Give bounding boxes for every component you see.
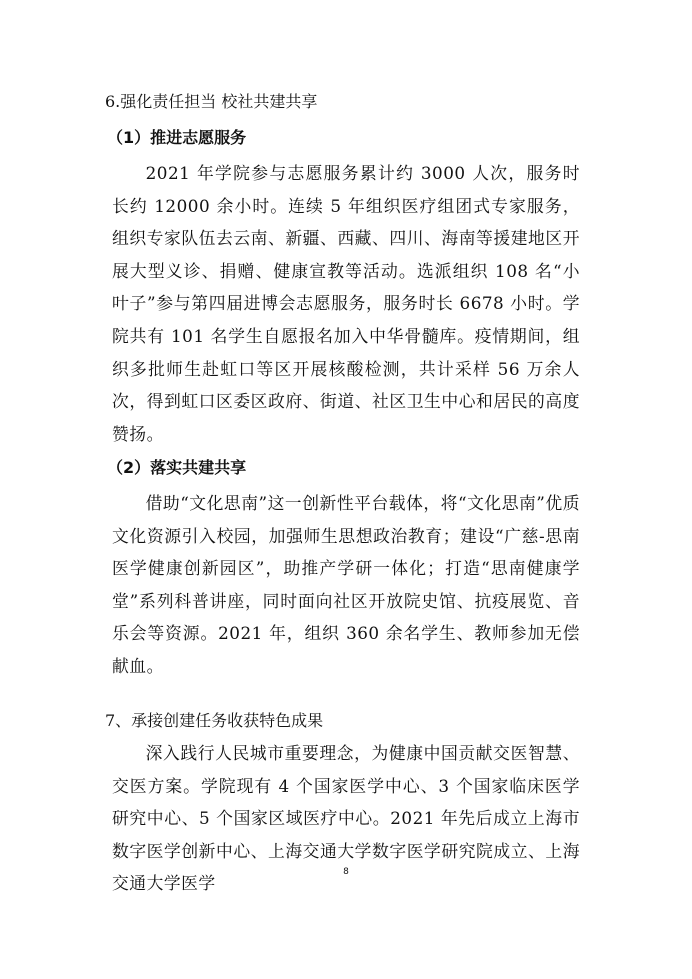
page-number: 8	[343, 867, 349, 877]
section-6-1-paragraph: 2021 年学院参与志愿服务累计约 3000 人次，服务时长约 12000 余小时。连续 5 年组织医疗组团式专家服务，组织专家队伍去云南、新疆、西藏、四川、海南等援建地区开展大型义诊、捐赠、健康宣教等活动。选派组织 108 名“小叶子”参与第四届进博会志愿服务，服务时长 6678 小时。学院共有 101 名学生自愿报名加入中华骨髓库。疫情期间，组织多批师生赴虹口等区开展核酸检测，共计采样 56 万余人次，得到虹口区委区政府、街道、社区卫生中心和居民的高度赞扬。	[112, 163, 580, 444]
section-6-2-heading: （2）落实共建共享	[107, 458, 247, 477]
section-6-heading: 6.强化责任担当 校社共建共享	[105, 92, 318, 111]
section-6-2-paragraph: 借助“文化思南”这一创新性平台载体，将“文化思南”优质文化资源引入校园，加强师生思想政治教育；建设“广慈-思南医学健康创新园区”，助推产学研一体化；打造“思南健康学堂”系列科普讲座，同时面向社区开放院史馆、抗疫展览、音乐会等资源。2021 年，组织 360 余名学生、教师参加无偿献血。	[112, 493, 580, 676]
section-7-heading: 7、承接创建任务收获特色成果	[105, 711, 324, 730]
section-6-1-heading: （1）推进志愿服务	[107, 128, 247, 147]
section-7-paragraph: 深入践行人民城市重要理念，为健康中国贡献交医智慧、交医方案。学院现有 4 个国家医学中心、3 个国家临床医学研究中心、5 个国家区域医疗中心。2021 年先后成立上海市数字医学创新中心、上海交通大学数字医学研究院成立、上海交通大学医学	[112, 743, 580, 894]
